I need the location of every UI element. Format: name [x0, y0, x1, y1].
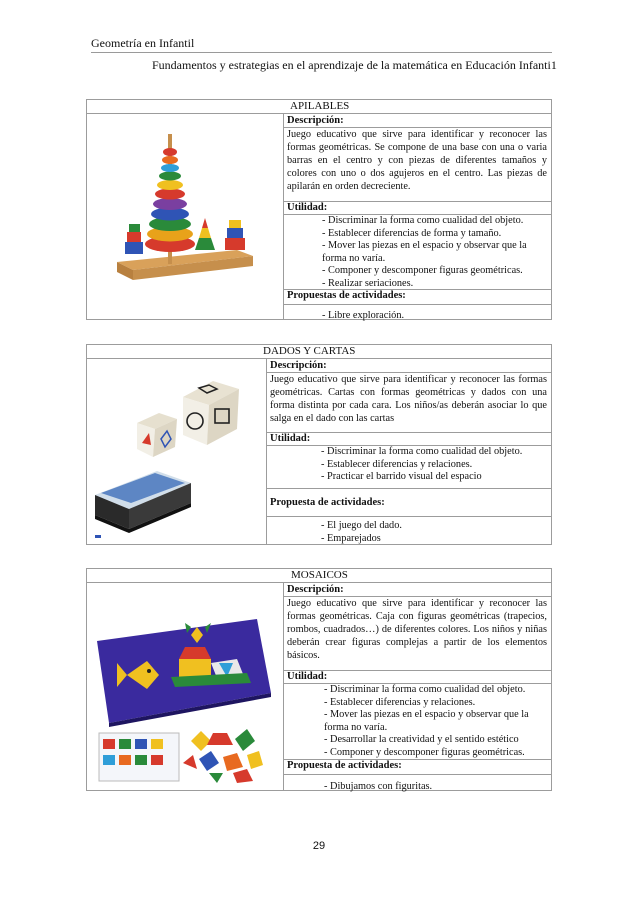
page-header-subtitle: Fundamentos y estrategias en el aprendizaje de la matemática en Educación Infanti1	[152, 58, 557, 72]
card-apilables	[86, 99, 552, 320]
stacking-toy-image	[87, 114, 283, 319]
list-item: - Dibujamos con figuritas.	[324, 781, 433, 792]
list-item: - Mover las piezas en el espacio y observar que la forma no varía.	[322, 240, 527, 264]
list-item: - Discriminar la forma como cualidad del objeto.	[321, 446, 523, 457]
utility-list	[322, 215, 547, 291]
activities-list	[322, 310, 547, 323]
utility-label: Utilidad:	[287, 202, 328, 213]
list-item: - Discriminar la forma como cualidad del objeto.	[324, 684, 526, 695]
page-header-rule	[91, 52, 552, 53]
list-item: - Discriminar la forma como cualidad del objeto.	[322, 215, 524, 226]
list-item: - Establecer diferencias y relaciones.	[321, 458, 473, 470]
info-column	[283, 114, 551, 319]
description-text: Juego educativo que sirve para identificar y reconocer las formas geométricas. Se compone de una base con una o varia barras en el centro y con piezas de diferentes tamaños y colores con uno o dos agujeros en el centro. Las piezas de apilarán en orden decreciente.	[287, 129, 547, 192]
list-item: - Establecer diferencias y relaciones.	[324, 696, 476, 708]
utility-label: Utilidad:	[270, 433, 311, 444]
info-column	[266, 359, 551, 544]
description-text: Juego educativo que sirve para identificar y reconocer las formas geométricas. Cartas con formas geométricas y dados con una forma distinta por cada cara. Los niños/as deberán asociar lo que salga en el dado con las cartas	[270, 374, 547, 424]
card-title: MOSAICOS	[291, 569, 348, 581]
card-mosaicos	[86, 568, 552, 791]
list-item: - Emparejados	[321, 532, 381, 544]
utility-list	[324, 684, 547, 760]
card-dados-y-cartas	[86, 344, 552, 545]
list-item: - Realizar seriaciones.	[322, 277, 414, 289]
list-item: - Practicar el barrido visual del espacio	[321, 471, 482, 483]
activities-label: Propuestas de actividades:	[287, 290, 406, 301]
description-label: Descripción:	[270, 360, 327, 371]
list-item: - Desarrollar la creatividad y el sentido estético	[324, 734, 519, 746]
dice-and-cards-image	[87, 359, 266, 544]
utility-list	[321, 446, 547, 484]
page-header-title: Geometría en Infantil	[91, 36, 195, 50]
description-label: Descripción:	[287, 584, 344, 595]
list-item: - Componer y descomponer figuras geométricas.	[324, 746, 525, 758]
utility-label: Utilidad:	[287, 671, 328, 682]
mosaic-toy-image	[87, 583, 283, 790]
description-label: Descripción:	[287, 115, 344, 126]
list-item: - Componer y descomponer figuras geométricas.	[322, 265, 523, 277]
description-text: Juego educativo que sirve para identificar y reconocer las formas geométricas. Caja con figuras geométricas (trapecios, rombos, cuadrados…) de diferentes colores. Los niños y niñas deberán crear figuras complejas a partir de los elementos básicos.	[287, 598, 547, 661]
list-item: - Establecer diferencias de forma y tamaño.	[322, 227, 502, 239]
page-number: 29	[312, 840, 326, 852]
card-title: APILABLES	[290, 100, 350, 112]
activities-label: Propuesta de actividades:	[287, 760, 402, 771]
list-item: - El juego del dado.	[321, 520, 402, 531]
activities-label: Propuesta de actividades:	[270, 497, 385, 508]
info-column	[283, 583, 551, 790]
list-item: - Mover las piezas en el espacio y observar que la forma no varía.	[324, 709, 529, 733]
activities-list	[321, 520, 547, 545]
card-title: DADOS Y CARTAS	[263, 345, 356, 357]
list-item: - Libre exploración.	[322, 310, 405, 321]
activities-list	[324, 781, 547, 794]
